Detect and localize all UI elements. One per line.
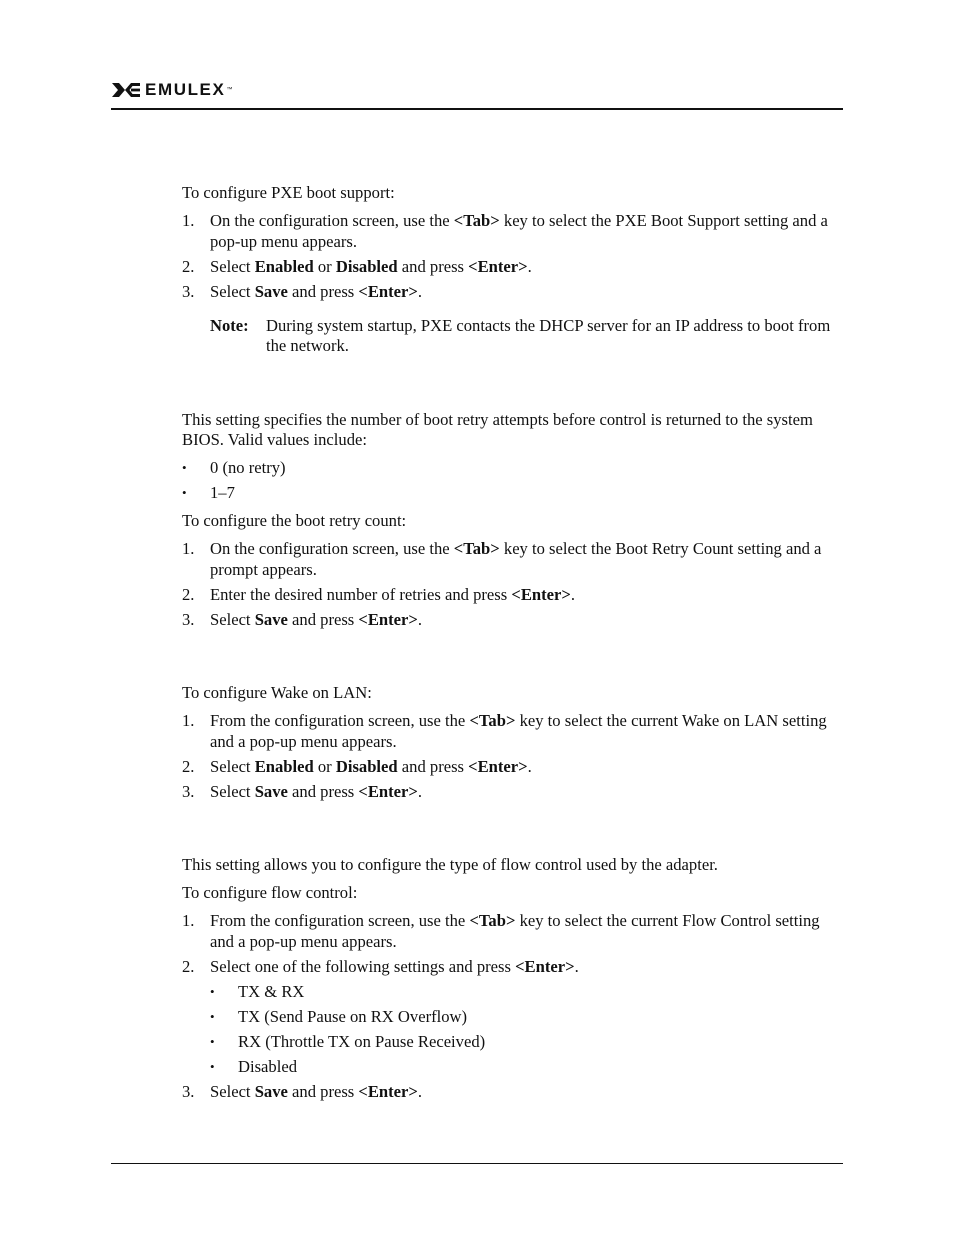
page-header (111, 78, 843, 109)
retry-description: This setting specifies the number of boot retry attempts before control is returned to the system BIOS. Valid values include: (182, 409, 813, 450)
header-rule (111, 108, 843, 110)
retry-value-item: • 0 (no retry) (182, 458, 843, 479)
footer-rule (111, 1163, 843, 1164)
flow-intro: To configure flow control: (182, 883, 358, 903)
pxe-intro: To configure PXE boot support: (182, 183, 395, 202)
pxe-note (182, 316, 843, 357)
retry-step-2: 2. Enter the desired number of retries and press <Enter>. (182, 585, 575, 605)
wol-intro: To configure Wake on LAN: (182, 683, 372, 703)
flow-option-item: • RX (Throttle TX on Pause Received) (182, 1032, 843, 1053)
emulex-mark-icon (111, 82, 141, 98)
note-label: Note: (210, 315, 249, 335)
document-body (182, 183, 843, 1103)
trademark-symbol: ™ (226, 87, 233, 93)
flow-description: This setting allows you to configure the type of flow control used by the adapter. (182, 855, 718, 875)
retry-intro: To configure the boot retry count: (182, 511, 407, 531)
flow-step-3: 3. Select Save and press <Enter>. (182, 1081, 423, 1101)
retry-step-3: 3. Select Save and press <Enter>. (182, 610, 423, 630)
emulex-logo (111, 80, 232, 100)
retry-value-item: • 1–7 (182, 483, 843, 504)
flow-step-1: 1. From the configuration screen, use the <Tab> key to select the current Flow Control setting and a pop-up menu appears. (182, 911, 820, 951)
logo-wordmark: EMULEX (145, 80, 226, 99)
flow-option-item: • Disabled (182, 1057, 843, 1078)
wol-step-1: 1. From the configuration screen, use the <Tab> key to select the current Wake on LAN setting and a pop-up menu appears. (182, 711, 827, 751)
flow-option-item: • TX (Send Pause on RX Overflow) (182, 1007, 843, 1028)
wol-step-3: 3. Select Save and press <Enter>. (182, 781, 423, 801)
pxe-step-1: 1. On the configuration screen, use the <Tab> key to select the PXE Boot Support setting and a pop-up menu appears. (182, 211, 828, 251)
flow-step-2: 2. Select one of the following settings and press <Enter>. (182, 956, 579, 976)
retry-step-1: 1. On the configuration screen, use the <Tab> key to select the Boot Retry Count setting and a prompt appears. (182, 539, 822, 580)
note-text: During system startup, PXE contacts the DHCP server for an IP address to boot from the network. (266, 315, 831, 356)
wol-step-2: 2. Select Enabled or Disabled and press <Enter>. (182, 756, 532, 776)
flow-option-item: • TX & RX (182, 982, 843, 1003)
pxe-step-2: 2. Select Enabled or Disabled and press <Enter>. (182, 256, 532, 276)
pxe-step-3: 3. Select Save and press <Enter>. (182, 281, 423, 301)
